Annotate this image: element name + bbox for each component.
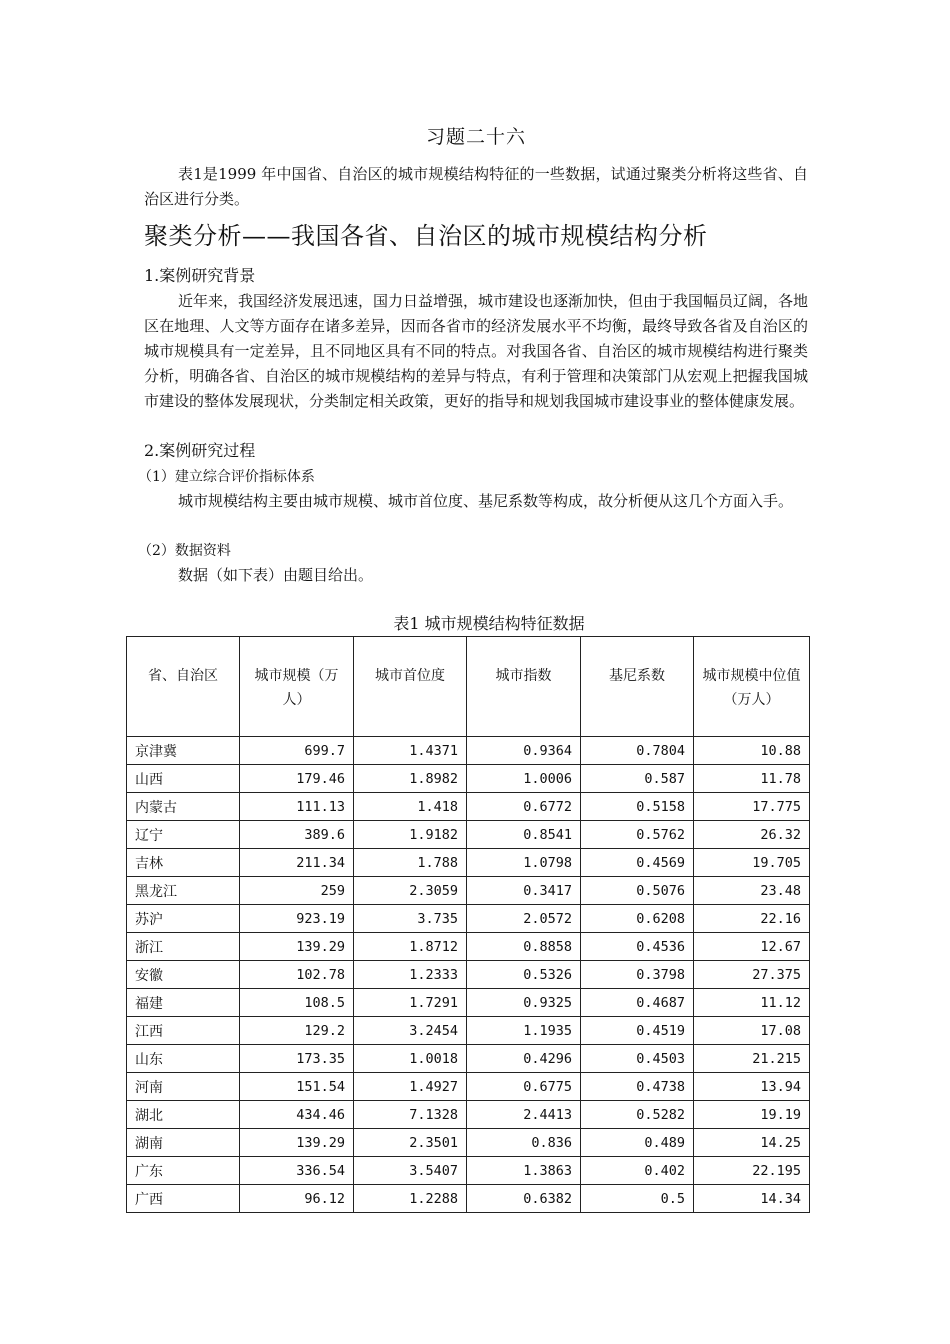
cell-gini: 0.6208 (581, 905, 694, 933)
cell-gini: 0.4687 (581, 989, 694, 1017)
table-row (127, 849, 810, 877)
cell-median-scale: 11.78 (694, 765, 810, 793)
cell-province: 安徽 (127, 961, 240, 989)
cell-city-index: 1.1935 (467, 1017, 581, 1045)
cell-primacy: 3.5407 (354, 1157, 467, 1185)
cell-city-index: 2.4413 (467, 1101, 581, 1129)
cell-median-scale: 17.775 (694, 793, 810, 821)
cell-city-scale: 211.34 (240, 849, 354, 877)
cell-gini: 0.5762 (581, 821, 694, 849)
cell-primacy: 1.4927 (354, 1073, 467, 1101)
cell-city-scale: 179.46 (240, 765, 354, 793)
cell-median-scale: 26.32 (694, 821, 810, 849)
cell-median-scale: 17.08 (694, 1017, 810, 1045)
cell-city-index: 1.3863 (467, 1157, 581, 1185)
cell-city-index: 1.0798 (467, 849, 581, 877)
cell-city-scale: 139.29 (240, 933, 354, 961)
table-row (127, 1185, 810, 1213)
cell-city-scale: 923.19 (240, 905, 354, 933)
cell-primacy: 7.1328 (354, 1101, 467, 1129)
city-scale-table (126, 636, 810, 1213)
cell-city-index: 0.4296 (467, 1045, 581, 1073)
cell-city-scale: 139.29 (240, 1129, 354, 1157)
cell-city-scale: 108.5 (240, 989, 354, 1017)
cell-primacy: 1.4371 (354, 737, 467, 765)
table-row (127, 821, 810, 849)
cell-gini: 0.4503 (581, 1045, 694, 1073)
cell-gini: 0.5282 (581, 1101, 694, 1129)
sub2-body: 数据（如下表）由题目给出。 (178, 566, 374, 584)
cell-median-scale: 27.375 (694, 961, 810, 989)
article-title: 聚类分析——我国各省、自治区的城市规模结构分析 (144, 222, 708, 250)
cell-city-scale: 336.54 (240, 1157, 354, 1185)
table-body (127, 737, 810, 1213)
cell-city-index: 2.0572 (467, 905, 581, 933)
cell-city-index: 0.836 (467, 1129, 581, 1157)
cell-median-scale: 13.94 (694, 1073, 810, 1101)
exercise-title: 习题二十六 (425, 126, 526, 148)
table-row (127, 1073, 810, 1101)
cell-city-index: 0.9325 (467, 989, 581, 1017)
cell-city-scale: 259 (240, 877, 354, 905)
cell-city-index: 0.3417 (467, 877, 581, 905)
cell-city-index: 0.6382 (467, 1185, 581, 1213)
cell-median-scale: 23.48 (694, 877, 810, 905)
header-median-scale: 城市规模中位值（万人） (694, 637, 810, 737)
cell-city-scale: 699.7 (240, 737, 354, 765)
cell-median-scale: 11.12 (694, 989, 810, 1017)
cell-median-scale: 10.88 (694, 737, 810, 765)
cell-primacy: 1.788 (354, 849, 467, 877)
cell-province: 山东 (127, 1045, 240, 1073)
cell-median-scale: 19.705 (694, 849, 810, 877)
cell-median-scale: 14.34 (694, 1185, 810, 1213)
cell-province: 吉林 (127, 849, 240, 877)
cell-gini: 0.4738 (581, 1073, 694, 1101)
header-primacy: 城市首位度 (354, 637, 467, 737)
cell-city-scale: 129.2 (240, 1017, 354, 1045)
cell-gini: 0.5158 (581, 793, 694, 821)
cell-city-index: 1.0006 (467, 765, 581, 793)
cell-median-scale: 22.16 (694, 905, 810, 933)
cell-city-scale: 173.35 (240, 1045, 354, 1073)
cell-gini: 0.5 (581, 1185, 694, 1213)
table-caption: 表1 城市规模结构特征数据 (393, 614, 585, 633)
table-row (127, 1017, 810, 1045)
table-row (127, 877, 810, 905)
cell-gini: 0.587 (581, 765, 694, 793)
header-gini: 基尼系数 (581, 637, 694, 737)
table-row (127, 905, 810, 933)
cell-gini: 0.5076 (581, 877, 694, 905)
cell-province: 湖北 (127, 1101, 240, 1129)
cell-primacy: 1.8712 (354, 933, 467, 961)
section1-heading: 1.案例研究背景 (144, 266, 256, 285)
header-province: 省、自治区 (127, 637, 240, 737)
cell-province: 广东 (127, 1157, 240, 1185)
table-row (127, 1045, 810, 1073)
table-row (127, 793, 810, 821)
cell-province: 黑龙江 (127, 877, 240, 905)
header-city-scale: 城市规模（万人） (240, 637, 354, 737)
cell-primacy: 2.3059 (354, 877, 467, 905)
cell-median-scale: 22.195 (694, 1157, 810, 1185)
header-city-index: 城市指数 (467, 637, 581, 737)
cell-gini: 0.402 (581, 1157, 694, 1185)
cell-gini: 0.4519 (581, 1017, 694, 1045)
cell-city-scale: 434.46 (240, 1101, 354, 1129)
cell-gini: 0.3798 (581, 961, 694, 989)
sub1-body-block (144, 489, 808, 514)
cell-city-scale: 151.54 (240, 1073, 354, 1101)
section2-heading: 2.案例研究过程 (144, 441, 256, 460)
cell-primacy: 1.9182 (354, 821, 467, 849)
table-row (127, 989, 810, 1017)
cell-gini: 0.4536 (581, 933, 694, 961)
section1-body-block (144, 289, 808, 414)
cell-province: 辽宁 (127, 821, 240, 849)
cell-province: 江西 (127, 1017, 240, 1045)
cell-province: 内蒙古 (127, 793, 240, 821)
cell-median-scale: 12.67 (694, 933, 810, 961)
cell-province: 苏沪 (127, 905, 240, 933)
cell-city-index: 0.8541 (467, 821, 581, 849)
cell-province: 河南 (127, 1073, 240, 1101)
table-row (127, 1157, 810, 1185)
sub1-heading: （1）建立综合评价指标体系 (138, 469, 315, 485)
cell-city-scale: 111.13 (240, 793, 354, 821)
table-header-row (127, 637, 810, 737)
cell-primacy: 1.7291 (354, 989, 467, 1017)
sub2-body-block (144, 563, 808, 588)
exercise-prompt: 表1是1999 年中国省、自治区的城市规模结构特征的一些数据，试通过聚类分析将这些省、自治区进行分类。 (144, 165, 808, 208)
cell-primacy: 1.418 (354, 793, 467, 821)
cell-province: 京津冀 (127, 737, 240, 765)
cell-city-index: 0.6772 (467, 793, 581, 821)
cell-gini: 0.489 (581, 1129, 694, 1157)
exercise-prompt-block (144, 162, 808, 212)
cell-median-scale: 19.19 (694, 1101, 810, 1129)
table-row (127, 933, 810, 961)
section1-body: 近年来，我国经济发展迅速，国力日益增强，城市建设也逐渐加快，但由于我国幅员辽阔，各地区在地理、人文等方面存在诸多差异，因而各省市的经济发展水平不均衡，最终导致各省及自治区的城市规模具有一定差异，且不同地区具有不同的特点。对我国各省、自治区的城市规模结构进行聚类分析，明确各省、自治区的城市规模结构的差异与特点，有利于管理和决策部门从宏观上把握我国城市建设的整体发展现状，分类制定相关政策，更好的指导和规划我国城市建设事业的整体健康发展。 (144, 292, 809, 410)
cell-city-scale: 389.6 (240, 821, 354, 849)
cell-gini: 0.7804 (581, 737, 694, 765)
table-row (127, 961, 810, 989)
cell-primacy: 1.8982 (354, 765, 467, 793)
cell-primacy: 2.3501 (354, 1129, 467, 1157)
cell-city-scale: 102.78 (240, 961, 354, 989)
cell-province: 山西 (127, 765, 240, 793)
cell-primacy: 1.0018 (354, 1045, 467, 1073)
cell-city-index: 0.8858 (467, 933, 581, 961)
sub2-heading: （2）数据资料 (138, 543, 231, 559)
cell-city-index: 0.9364 (467, 737, 581, 765)
sub1-body: 城市规模结构主要由城市规模、城市首位度、基尼系数等构成，故分析便从这几个方面入手。 (178, 492, 794, 510)
cell-province: 湖南 (127, 1129, 240, 1157)
cell-primacy: 3.735 (354, 905, 467, 933)
cell-city-index: 0.6775 (467, 1073, 581, 1101)
table-row (127, 1129, 810, 1157)
cell-gini: 0.4569 (581, 849, 694, 877)
cell-primacy: 3.2454 (354, 1017, 467, 1045)
table-row (127, 765, 810, 793)
cell-primacy: 1.2288 (354, 1185, 467, 1213)
cell-province: 福建 (127, 989, 240, 1017)
cell-median-scale: 14.25 (694, 1129, 810, 1157)
cell-province: 浙江 (127, 933, 240, 961)
table-row (127, 1101, 810, 1129)
cell-city-scale: 96.12 (240, 1185, 354, 1213)
cell-primacy: 1.2333 (354, 961, 467, 989)
cell-median-scale: 21.215 (694, 1045, 810, 1073)
cell-city-index: 0.5326 (467, 961, 581, 989)
cell-province: 广西 (127, 1185, 240, 1213)
table-row (127, 737, 810, 765)
